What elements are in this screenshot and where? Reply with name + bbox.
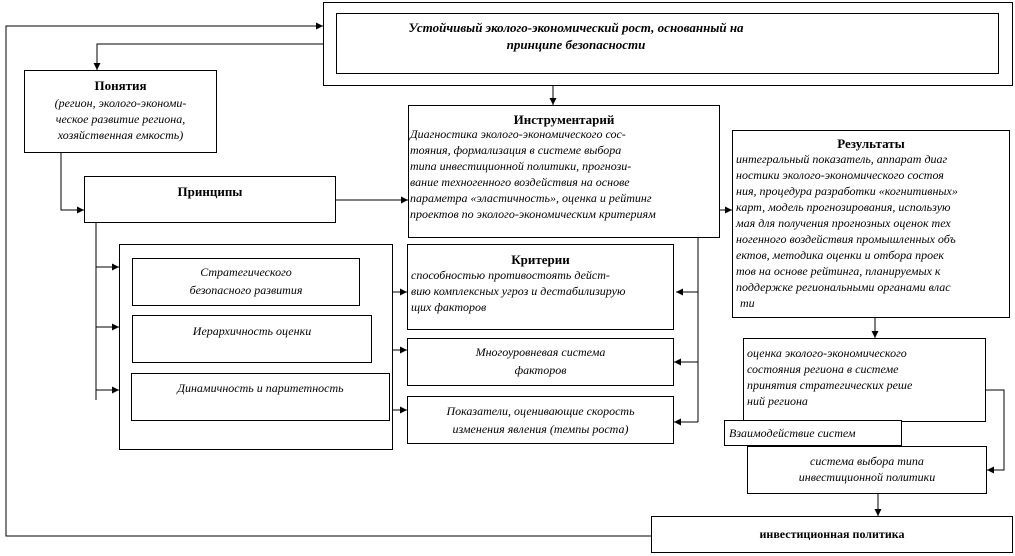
- assessment-line-3: принятия стратегических реше: [747, 378, 913, 392]
- results-line-9: поддержке региональными органами влас: [736, 280, 951, 294]
- concepts-line-3: хозяйственная емкость): [57, 128, 184, 142]
- tools-title: Инструментарий: [513, 112, 615, 127]
- tools-line-3: типа инвестиционной политики, прогнози-: [410, 159, 632, 173]
- principle-hierarchy-line-1: Иерархичность оценки: [192, 324, 312, 338]
- tools-line-2: тояния, формализация в системе выбора: [410, 143, 622, 157]
- policy-choice-line-2: инвестиционной политики: [798, 470, 936, 484]
- concepts-title: Понятия: [94, 78, 147, 93]
- assessment-line-2: состояния региона в системе: [747, 362, 899, 376]
- results-line-2: ностики эколого-экономического состоя: [736, 168, 944, 182]
- results-line-6: ногенного воздействия промышленных объ: [736, 232, 956, 246]
- sustainable-growth-line-2: принципе безопасности: [506, 37, 646, 52]
- results-line-7: ектов, методика оценки и отбора проек: [736, 248, 945, 262]
- tools-line-5: параметра «эластичность», оценка и рейтинг: [410, 191, 652, 205]
- criteria-speed-line-1: Показатели, оценивающие скорость: [446, 404, 635, 418]
- principle-strategic-line-1: Стратегического: [200, 265, 292, 279]
- criteria-line-1: способностью противостоять дейст-: [411, 268, 610, 282]
- concepts-line-2: ческое развитие региона,: [55, 112, 186, 126]
- principle-dynamics-line-1: Динамичность и паритетность: [177, 381, 344, 395]
- criteria-line-3: щих факторов: [411, 300, 487, 314]
- investment-policy-label: инвестиционная политика: [759, 527, 905, 541]
- results-line-1: интегральный показатель, аппарат диаг: [736, 152, 948, 166]
- results-title: Результаты: [837, 136, 905, 151]
- assessment-line-1: оценка эколого-экономического: [747, 346, 907, 360]
- sustainable-growth-line-1: Устойчивый эколого-экономический рост, основанный на: [408, 20, 744, 35]
- tools-line-4: вание техногенного воздействия на основе: [410, 175, 630, 189]
- principle-strategic-line-2: безопасного развития: [189, 283, 303, 297]
- assessment-line-4: ний региона: [747, 394, 808, 408]
- tools-line-6: проектов по эколого-экономическим критериям: [410, 207, 656, 221]
- results-line-8: тов на основе рейтинга, планируемых к: [736, 264, 941, 278]
- criteria-title: Критерии: [511, 252, 570, 267]
- results-line-3: ния, процедура разработки «когнитивных»: [736, 184, 958, 198]
- results-line-10: ти: [740, 296, 755, 310]
- tools-line-1: Диагностика эколого-экономического сос-: [410, 127, 626, 141]
- criteria-speed-line-2: изменения явления (темпы роста): [452, 422, 629, 436]
- concepts-line-1: (регион, эколого-экономи-: [54, 96, 187, 110]
- criteria-line-2: вию комплексных угроз и дестабилизирую: [411, 284, 626, 298]
- results-line-4: карт, модель прогнозирования, использую: [736, 200, 951, 214]
- results-line-5: мая для получения прогнозных оценок тех: [736, 216, 951, 230]
- criteria-multilevel-line-2: факторов: [514, 363, 567, 377]
- policy-choice-line-1: система выбора типа: [810, 454, 924, 468]
- principles-title: Принципы: [177, 184, 243, 199]
- criteria-multilevel-line-1: Многоуровневая система: [475, 345, 606, 359]
- interaction-label: Взаимодействие систем: [729, 426, 856, 440]
